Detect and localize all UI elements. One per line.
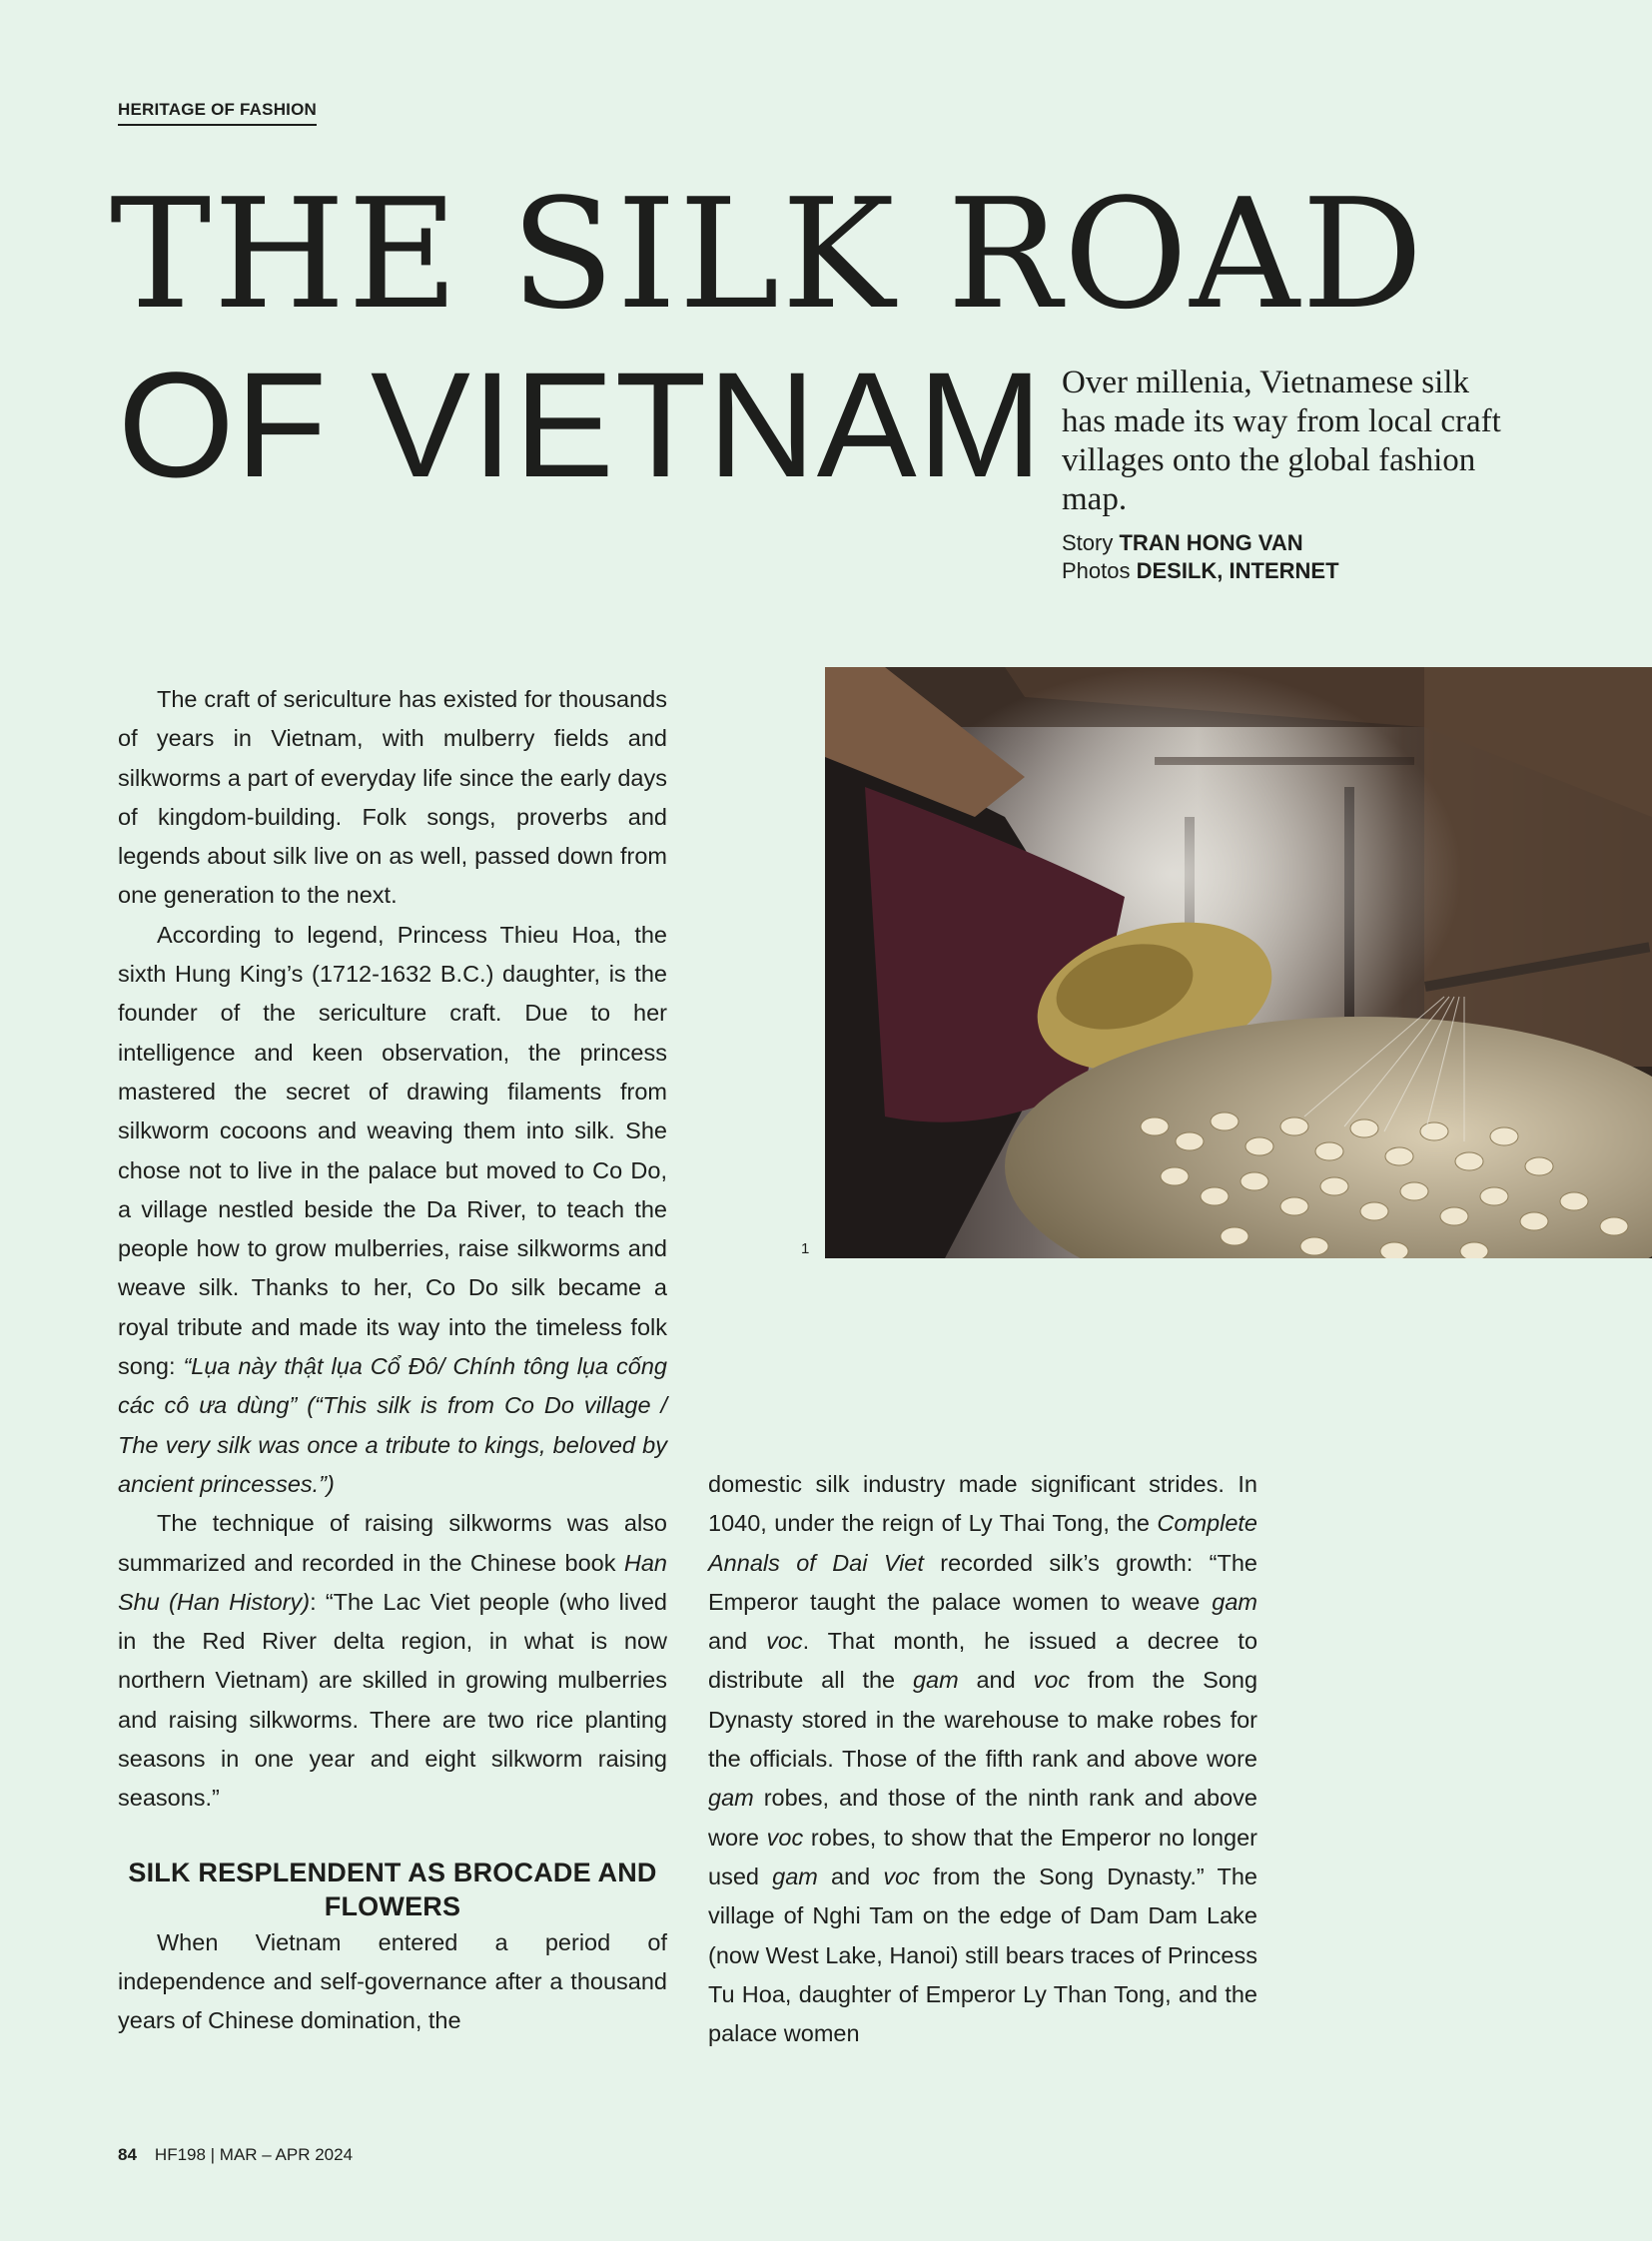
page-footer — [118, 2145, 353, 2165]
body-paragraph: According to legend, Princess Thieu Hoa, the sixth Hung King’s (1712-1632 B.C.) daughter, is the founder of the sericulture craft. Due to her intelligence and keen observation, the princess mastered the secret of drawing filaments from silkworm cocoons and weaving them into silk. She chose not to live in the palace but moved to Co Do, a village nestled beside the Da River, to teach the people how to grow mulberries, raise silkworms and weave silk. Thanks to her, Co Do silk became a royal tribute and made its way into the timeless folk song: “Lụa này thật lụa Cổ Đô/ Chính tông lụa cống các cô ưa dùng” (“This silk is from Co Do village / The very silk was once a tribute to kings, beloved by ancient princesses.”) — [118, 921, 667, 1497]
body-paragraph: When Vietnam entered a period of independence and self-governance after a thousand years of Chinese domination, the — [118, 1928, 667, 2034]
body-column-right — [708, 1465, 1257, 2053]
folk-song-quote: “Lụa này thật lụa Cổ Đô/ Chính tông lụa cống các cô ưa dùng” (“This silk is from Co Do village / The very silk was once a tribute to kings, beloved by ancient princesses.”) — [118, 1353, 667, 1497]
subheading: SILK RESPLENDENT AS BROCADE AND FLOWERS — [128, 1857, 657, 1921]
issue-info: HF198 | MAR – APR 2024 — [154, 2145, 354, 2164]
headline-line-2: OF VIETNAM — [118, 341, 1044, 508]
story-credit: Story TRAN HONG VAN — [1062, 530, 1303, 555]
body-paragraph: domestic silk industry made significant strides. In 1040, under the reign of Ly Thai Tong, the Complete Annals of Dai Viet recorded silk’s growth: “The Emperor taught the palace women to weave gam and voc. That month, he issued a decree to distribute all the gam and voc from the Song Dynasty stored in the warehouse to make robes for the officials. Those of the fifth rank and above wore gam robes, and those of the ninth rank and above wore voc robes, to show that the Emperor no longer used gam and voc from the Song Dynasty.” The village of Nghi Tam on the edge of Dam Dam Lake (now West Lake, Hanoi) still bears traces of Princess Tu Hoa, daughter of Emperor Ly Than Tong, and the palace women — [708, 1471, 1258, 2047]
credits — [1062, 529, 1339, 585]
silk-reeling-photo — [825, 667, 1652, 1258]
standfirst: Over millenia, Vietnamese silk has made its way from local craft villages onto the global fashion map. — [1062, 365, 1501, 517]
section-tag: HERITAGE OF FASHION — [118, 100, 317, 126]
page-number: 84 — [118, 2145, 137, 2164]
body-paragraph: The craft of sericulture has existed for thousands of years in Vietnam, with mulberry fields and silkworms a part of everyday life since the early days of kingdom-building. Folk songs, proverbs and legends about silk live on as well, passed down from one generation to the next. — [118, 686, 667, 909]
photo-number: 1 — [801, 1240, 810, 1257]
headline-line-1: THE SILK ROAD — [110, 166, 1425, 343]
photo-credit: Photos DESILK, INTERNET — [1062, 558, 1339, 583]
body-paragraph: The technique of raising silkworms was also summarized and recorded in the Chinese book Han Shu (Han History): “The Lac Viet people (who lived in the Red River delta region, in what is now northern Vietnam) are skilled in growing mulberries and raising silkworms. There are two rice planting seasons in one year and eight silkworm raising seasons.” — [118, 1510, 668, 1812]
body-column-left — [118, 680, 667, 2041]
silk-reeling-photo-illustration — [825, 667, 1652, 1258]
